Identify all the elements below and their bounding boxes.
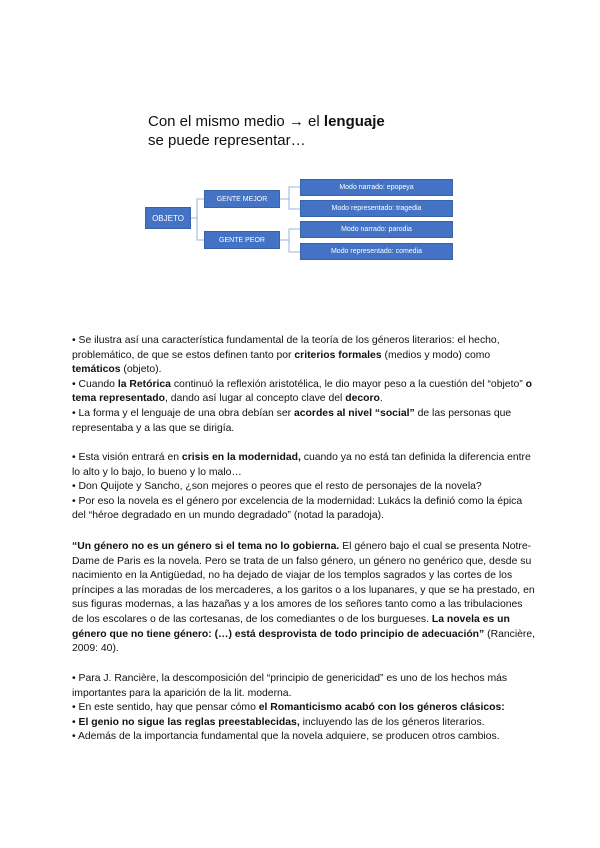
bullet-crisis: • Esta visión entrará en crisis en la modernidad, cuando ya no está tan definida la diferencia entre lo alto y lo bajo, lo bueno y lo malo…	[72, 452, 531, 478]
section-genre-criteria	[72, 334, 536, 436]
bullet-quijote: • Don Quijote y Sancho, ¿son mejores o peores que el resto de personajes de la novela?	[72, 481, 482, 493]
heading-line-1: Con el mismo medio → el lenguaje	[148, 113, 385, 130]
diagram-node-objeto: OBJETO	[145, 207, 191, 229]
diagram-node-gente-mejor: GENTE MEJOR	[204, 190, 280, 208]
diagram-node-parodia: Modo narrado: parodia	[300, 221, 453, 238]
diagram-node-comedia: Modo representado: comedia	[300, 243, 453, 260]
diagram-node-tragedia: Modo representado: tragedia	[300, 200, 453, 217]
section-romanticismo	[72, 672, 536, 745]
heading-line-2: se puede representar…	[148, 132, 306, 149]
bullet-cambios: • Además de la importancia fundamental que la novela adquiere, se producen otros cambios.	[72, 731, 500, 743]
quote-paragraph: “Un género no es un género si el tema no lo gobierna. El género bajo el cual se presenta Notre-Dame de Paris es la novela. Pero se trata de un falso género, un género no genérico que, desde su nacimiento en la Antigüedad, no ha dejado de viajar de los templos sagrados y las cortes de los príncipes a las moradas de los mercaderes, a los garitos o a los lupanares, y que se ha prestado, en sus figuras modernas, a las hazañas y a los amores de los señores tanto como a las tribulaciones de los escolares o de las cortesanas, de los comediantes o de los burgueses. La novela es un género que no tiene género: (…) está desprovista de todo principio de adecuación” (Rancière, 2009: 40).	[72, 541, 536, 655]
diagram-node-epopeya: Modo narrado: epopeya	[300, 179, 453, 196]
bullet-genericidad: • Para J. Rancière, la descomposición del “principio de genericidad” es uno de los hechos más importantes para la aparición de la lit. moderna.	[72, 673, 508, 699]
diagram-node-gente-peor: GENTE PEOR	[204, 231, 280, 249]
bullet-forma-lenguaje: • La forma y el lenguaje de una obra debían ser acordes al nivel “social” de las personas que representaba y a las que se dirigía.	[72, 407, 512, 434]
bullet-lukacs: • Por eso la novela es el género por excelencia de la modernidad: Lukács la definió como la épica del “héroe degradado en un mundo degradado” (notad la paradoja).	[72, 495, 523, 522]
section-ranciere-quote	[72, 540, 536, 657]
section-modernidad	[72, 451, 536, 524]
arrow-right-icon: →	[288, 113, 304, 130]
bullet-criteria: • Se ilustra así una característica fundamental de la teoría de los géneros literarios: el hecho, problemático, de que se estos definen tanto por criterios formales (medios y modo) como temáticos (objeto).	[72, 335, 500, 376]
bullet-romanticismo: • En este sentido, hay que pensar cómo el Romanticismo acabó con los géneros clásicos:	[72, 702, 505, 714]
bullet-genio: • El genio no sigue las reglas preestablecidas, incluyendo las de los géneros literarios.	[72, 716, 485, 728]
bullet-retorica: • Cuando la Retórica continuó la reflexión aristotélica, le dio mayor peso a la cuestión del “objeto” o tema representado, dando así lugar al concepto clave del decoro.	[72, 378, 532, 405]
